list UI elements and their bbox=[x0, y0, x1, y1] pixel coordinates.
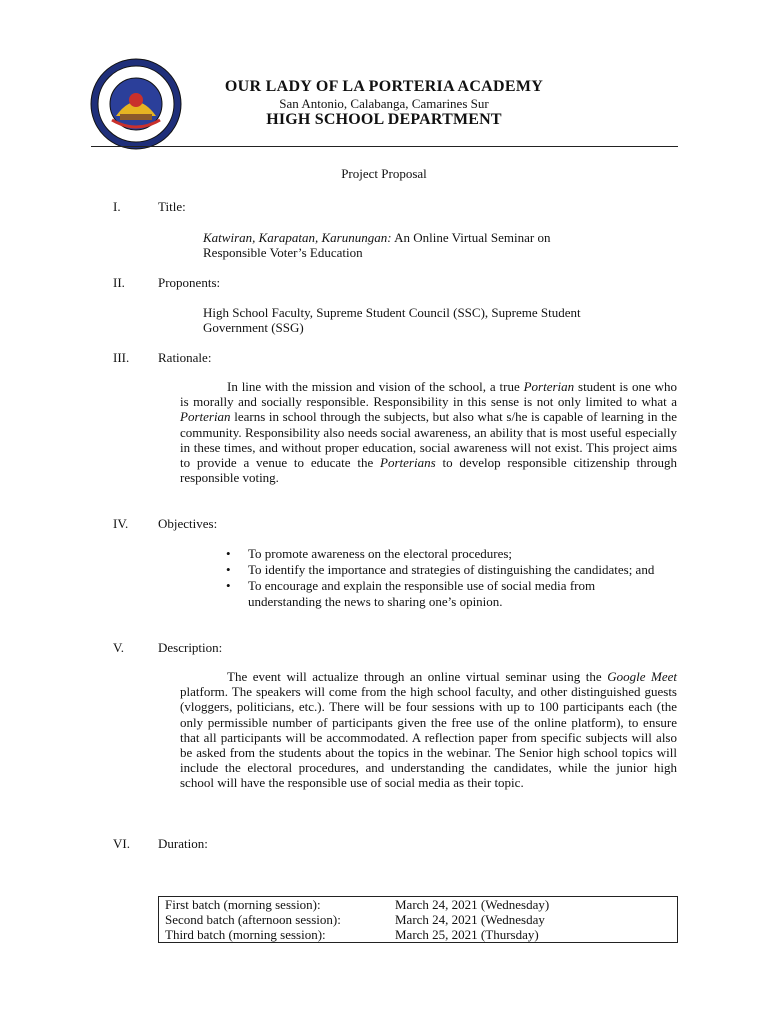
batch-cell: First batch (morning session): bbox=[165, 897, 321, 912]
proponents-line2: Government (SSG) bbox=[203, 320, 304, 335]
description-paragraph bbox=[180, 669, 677, 791]
school-address: San Antonio, Calabanga, Camarines Sur bbox=[279, 96, 489, 111]
school-name: OUR LADY OF LA PORTERIA ACADEMY bbox=[224, 78, 544, 95]
bullet-icon: • bbox=[226, 546, 231, 561]
proponents-line1: High School Faculty, Supreme Student Council (SSC), Supreme Student bbox=[203, 305, 581, 320]
rationale-text-1: In line with the mission and vision of the school, a true bbox=[227, 379, 524, 394]
bullet-icon: • bbox=[226, 578, 231, 594]
section-number-rationale: III. bbox=[113, 350, 130, 365]
objective-item bbox=[220, 562, 660, 577]
section-number-duration: VI. bbox=[113, 836, 130, 851]
header-divider bbox=[91, 146, 678, 147]
description-text-1: The event will actualize through an online virtual seminar using the bbox=[227, 669, 608, 684]
description-italic-1: Google Meet bbox=[607, 669, 677, 684]
date-cell: March 24, 2021 (Wednesday) bbox=[395, 897, 550, 912]
section-label-title: Title: bbox=[158, 199, 186, 214]
section-label-description: Description: bbox=[158, 640, 223, 655]
title-italic: Katwiran, Karapatan, Karunungan: bbox=[203, 230, 392, 245]
objective-text: To promote awareness on the electoral procedures; bbox=[248, 546, 513, 561]
rationale-paragraph bbox=[180, 379, 677, 485]
title-line2: Responsible Voter’s Education bbox=[203, 245, 363, 260]
section-label-proponents: Proponents: bbox=[158, 275, 221, 290]
objective-text: To encourage and explain the responsible use of social media from understanding the news to sharing one’s opinion. bbox=[248, 578, 596, 609]
table-row bbox=[159, 927, 678, 943]
objective-item bbox=[220, 546, 660, 561]
date-cell: March 24, 2021 (Wednesday bbox=[395, 912, 545, 927]
objective-item bbox=[220, 578, 660, 608]
bullet-icon: • bbox=[226, 562, 231, 578]
school-department: HIGH SCHOOL DEPARTMENT bbox=[266, 111, 502, 128]
title-text bbox=[203, 230, 673, 260]
rationale-italic-3: Porterians bbox=[380, 455, 436, 471]
section-label-objectives: Objectives: bbox=[158, 516, 218, 531]
proponents-text bbox=[203, 305, 673, 335]
document-title: Project Proposal bbox=[341, 166, 427, 181]
section-number-objectives: IV. bbox=[113, 516, 129, 531]
rationale-text-4: to develop responsible citizenship through responsible voting. bbox=[180, 455, 677, 486]
batch-cell: Third batch (morning session): bbox=[165, 927, 326, 942]
objectives-list bbox=[220, 546, 660, 610]
rationale-italic-2: Porterian bbox=[180, 409, 231, 425]
rationale-text-3: learns in school through the subjects, but also what s/he is capable of learning in the community. Responsibility also needs social awareness, an ability that is most useful especially in these times, and without proper education, social awareness will not exist. This project aims to provide a venue to educate the bbox=[180, 409, 677, 471]
section-number-description: V. bbox=[113, 640, 124, 655]
section-number-title: I. bbox=[113, 199, 121, 214]
objective-text: To identify the importance and strategies of distinguishing the candidates; and bbox=[248, 562, 655, 578]
table-row bbox=[159, 897, 678, 913]
section-number-proponents: II. bbox=[113, 275, 125, 290]
description-text-2: platform. The speakers will come from the high school faculty, and other distinguished guests (vloggers, politicians, etc.). There will be four sessions with up to 100 participants each (the only permissible number of participants given the free use of the online platform), to ensure that all participants will be accommodated. A reflection paper from specific subjects will also be asked from the students about the topics in the webinar. The Senior high school topics will include the electoral procedures, and understanding the candidates, while the junior high school will have the responsible use of social media as their topic. bbox=[180, 684, 677, 791]
table-row bbox=[159, 912, 678, 927]
rationale-italic-1: Porterian bbox=[523, 379, 575, 394]
section-label-duration: Duration: bbox=[158, 836, 208, 851]
title-rest: An Online Virtual Seminar on bbox=[391, 230, 551, 245]
rationale-text-2: student is one who is morally and socially responsible. Responsibility in this sense is not only limited to what a bbox=[180, 379, 677, 410]
batch-cell: Second batch (afternoon session): bbox=[165, 912, 341, 927]
section-label-rationale: Rationale: bbox=[158, 350, 212, 365]
duration-table bbox=[158, 896, 678, 943]
date-cell: March 25, 2021 (Thursday) bbox=[395, 927, 539, 942]
